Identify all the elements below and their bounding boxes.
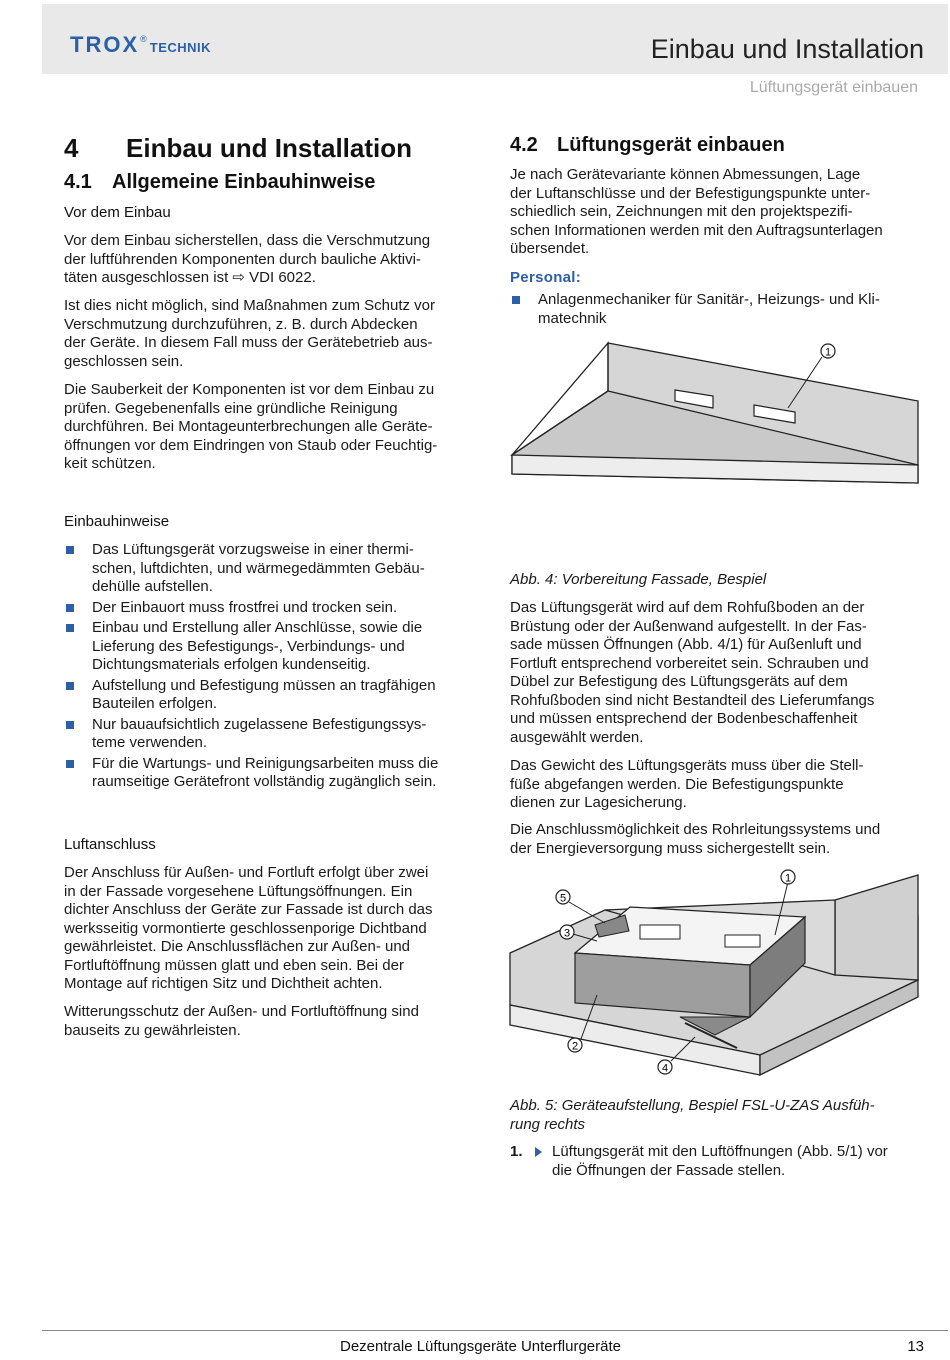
callout-label: 1: [784, 872, 792, 885]
text-line: Lieferung des Befestigungs-, Verbindungs- und: [92, 637, 405, 655]
text-line: Dübel zur Befestigung des Lüftungsgeräts auf dem: [510, 673, 848, 690]
square-bullet-icon: [512, 296, 520, 304]
logo-subtext: TECHNIK: [149, 40, 212, 55]
text-line: Das Lüftungsgerät wird auf dem Rohfußboden an der: [510, 599, 865, 616]
paragraph: [64, 232, 430, 288]
text-line: Rohfußboden sind nicht Bestandteil des Lieferumfangs: [510, 691, 875, 709]
text-line: Dichtungsmaterials erfolgen kundenseitig.: [92, 656, 371, 673]
vor-dem-einbau-heading: Vor dem Einbau: [64, 204, 171, 221]
logo-wordmark: TROX: [70, 32, 140, 57]
einbauhinweise-list: [64, 541, 438, 794]
section-number: 4: [64, 133, 79, 163]
text-line: Anlagenmechaniker für Sanitär-, Heizungs- und Kli-: [538, 291, 880, 308]
square-bullet-icon: [66, 760, 74, 768]
paragraph: [510, 757, 864, 813]
text-line: rung rechts: [510, 1115, 586, 1133]
text-line: Lüftungsgerät mit den Luftöffnungen (Abb. 5/1) vor: [552, 1143, 888, 1160]
text-line: Ist dies nicht möglich, sind Maßnahmen zum Schutz vor: [64, 297, 435, 314]
text-line: Das Gewicht des Lüftungsgeräts muss über die Stell-: [510, 757, 864, 774]
text-line: dienen zur Lagesicherung.: [510, 794, 687, 811]
list-item: [64, 599, 438, 618]
section-4-1-heading: [64, 171, 375, 194]
footer-title: Dezentrale Lüftungsgeräte Unterflurgeräte: [340, 1338, 622, 1355]
square-bullet-icon: [66, 624, 74, 632]
section-number: 4.1: [64, 171, 92, 193]
section-4-heading: [64, 133, 412, 164]
list-item: [510, 291, 880, 328]
text-line: ausgewählt werden.: [510, 728, 644, 746]
luftanschluss-heading: Luftanschluss: [64, 836, 156, 853]
text-line: Abb. 4: Vorbereitung Fassade, Bespiel: [510, 571, 767, 588]
facade-wall: [835, 875, 918, 980]
text-line: Fortluftöffnung müssen glatt und eben sein. Bei der: [64, 956, 404, 974]
text-line: Brüstung oder der Außenwand aufgestellt. In der Fas-: [510, 617, 867, 635]
figure-5-caption: [510, 1097, 875, 1134]
list-item: [64, 677, 438, 714]
text-line: die Öffnungen der Fassade stellen.: [552, 1161, 786, 1179]
square-bullet-icon: [66, 721, 74, 729]
callout-label: 4: [661, 1062, 669, 1075]
text-line: Das Lüftungsgerät vorzugsweise in einer thermi-: [92, 541, 414, 558]
text-line: der Energieversorgung muss sichergestellt sein.: [510, 839, 831, 857]
text-line: Bauteilen erfolgen.: [92, 695, 218, 712]
text-line: Abb. 5: Geräteaufstellung, Bespiel FSL-U-ZAS Ausfüh-: [510, 1097, 875, 1114]
text-line: teme verwenden.: [92, 734, 208, 751]
section-title: Lüftungsgerät einbauen: [557, 134, 785, 156]
text-line: Der Einbauort muss frostfrei und trocken sein.: [92, 598, 398, 616]
paragraph: [510, 166, 883, 259]
page-header: [42, 4, 948, 74]
text-line: keit schützen.: [64, 455, 156, 472]
text-line: Die Sauberkeit der Komponenten ist vor dem Einbau zu: [64, 381, 435, 398]
text-line: schiedlich sein, Zeichnungen mit den projektspezifi-: [510, 203, 853, 220]
text-line: Aufstellung und Befestigung müssen an tragfähigen: [92, 676, 436, 694]
figure-4-caption: [510, 571, 766, 590]
section-4-2-heading: [510, 134, 785, 157]
logo-registered-mark: ®: [140, 34, 147, 44]
personal-label: Personal:: [510, 269, 582, 286]
step-number: 1.: [510, 1143, 523, 1160]
page-number: 13: [907, 1338, 924, 1355]
paragraph: [64, 1003, 419, 1040]
footer-divider: [42, 1330, 948, 1331]
paragraph: [510, 821, 880, 858]
text-line: Verschmutzung durchzuführen, z. B. durch Abdecken: [64, 315, 418, 333]
text-line: Je nach Gerätevariante können Abmessungen, Lage: [510, 166, 861, 183]
text-line: dichter Anschluss der Geräte zur Fassade ist durch das: [64, 901, 433, 918]
callout-label: 3: [563, 927, 571, 940]
text-line: Witterungsschutz der Außen- und Fortluftöffnung sind: [64, 1003, 419, 1020]
text-line: sade müssen Öffnungen (Abb. 4/1) für Außenluft und: [510, 636, 862, 653]
square-bullet-icon: [66, 682, 74, 690]
text-line: der Geräte. In diesem Fall muss der Gerätebetrieb aus-: [64, 334, 433, 351]
header-title: Einbau und Installation: [650, 34, 924, 64]
text-line: Montage auf richtigen Sitz und Dichtheit achten.: [64, 975, 383, 992]
personal-list: [510, 291, 880, 330]
text-line: raumseitige Gerätefront vollständig zugänglich sein.: [92, 773, 437, 790]
list-item: [64, 619, 438, 675]
triangle-arrow-icon: [535, 1147, 542, 1157]
list-item: [64, 541, 438, 597]
text-line: durchführen. Bei Montageunterbrechungen alle Geräte-: [64, 418, 433, 435]
callout-label: 1: [824, 346, 832, 359]
paragraph: [64, 381, 437, 474]
square-bullet-icon: [66, 546, 74, 554]
paragraph: [64, 297, 435, 371]
text-line: öffnungen vor dem Eindringen von Staub oder Feuchtig-: [64, 436, 438, 454]
figure-4-facade-drawing: [505, 335, 925, 505]
text-line: gewährleistet. Die Anschlussflächen zur Außen- und: [64, 938, 411, 955]
text-line: füße abgefangen werden. Die Befestigungspunkte: [510, 775, 844, 793]
text-line: geschlossen sein.: [64, 352, 184, 370]
text-line: Die Anschlussmöglichkeit des Rohrleitungssystems und: [510, 821, 881, 838]
text-line: Nur bauaufsichtlich zugelassene Befestigungssys-: [92, 715, 427, 733]
einbauhinweise-heading: Einbauhinweise: [64, 513, 170, 530]
text-line: matechnik: [538, 309, 607, 327]
text-line: übersendet.: [510, 240, 590, 257]
text-line: und müssen entsprechend der Bodenbeschaffenheit: [510, 710, 858, 727]
text-line: Fortluft entsprechend vorbereitet sein. Schrauben und: [510, 654, 869, 672]
text-line: Der Anschluss für Außen- und Fortluft erfolgt über zwei: [64, 864, 429, 881]
text-line: täten ausgeschlossen ist ⇨ VDI 6022.: [64, 269, 316, 286]
text-line: in der Fassade vorgesehene Lüftungsöffnungen. Ein: [64, 882, 413, 900]
header-subtitle: Lüftungsgerät einbauen: [749, 79, 918, 96]
section-title: Allgemeine Einbauhinweise: [112, 171, 376, 193]
text-line: Einbau und Erstellung aller Anschlüsse, sowie die: [92, 619, 423, 636]
text-line: werksseitig vormontierte geschlossenporige Dichtband: [64, 919, 427, 937]
trox-logo: [70, 32, 211, 58]
square-bullet-icon: [66, 604, 74, 612]
list-item: [64, 755, 438, 792]
text-line: schen Informationen werden mit den Auftragsunterlagen: [510, 221, 883, 239]
section-number: 4.2: [510, 134, 538, 156]
paragraph: [64, 864, 433, 994]
paragraph: [510, 599, 874, 747]
callout-label: 5: [559, 892, 567, 905]
text-line: der Luftanschlüsse und der Befestigungspunkte unter-: [510, 184, 871, 202]
text-line: dehülle aufstellen.: [92, 578, 213, 595]
text-line: bauseits zu gewährleisten.: [64, 1021, 241, 1039]
callout-label: 2: [571, 1040, 579, 1053]
text-line: prüfen. Gegebenenfalls eine gründliche Reinigung: [64, 399, 398, 417]
list-item: [64, 716, 438, 753]
section-title: Einbau und Installation: [126, 133, 412, 163]
figure-5-unit-installation-drawing: [505, 865, 925, 1085]
text-line: Vor dem Einbau sicherstellen, dass die Verschmutzung: [64, 232, 431, 249]
text-line: schen, luftdichten, und wärmegedämmten Gebäu-: [92, 559, 425, 577]
step-text: [552, 1143, 888, 1180]
text-line: der luftführenden Komponenten durch bauliche Aktivi-: [64, 250, 421, 268]
text-line: Für die Wartungs- und Reinigungsarbeiten muss die: [92, 754, 439, 772]
